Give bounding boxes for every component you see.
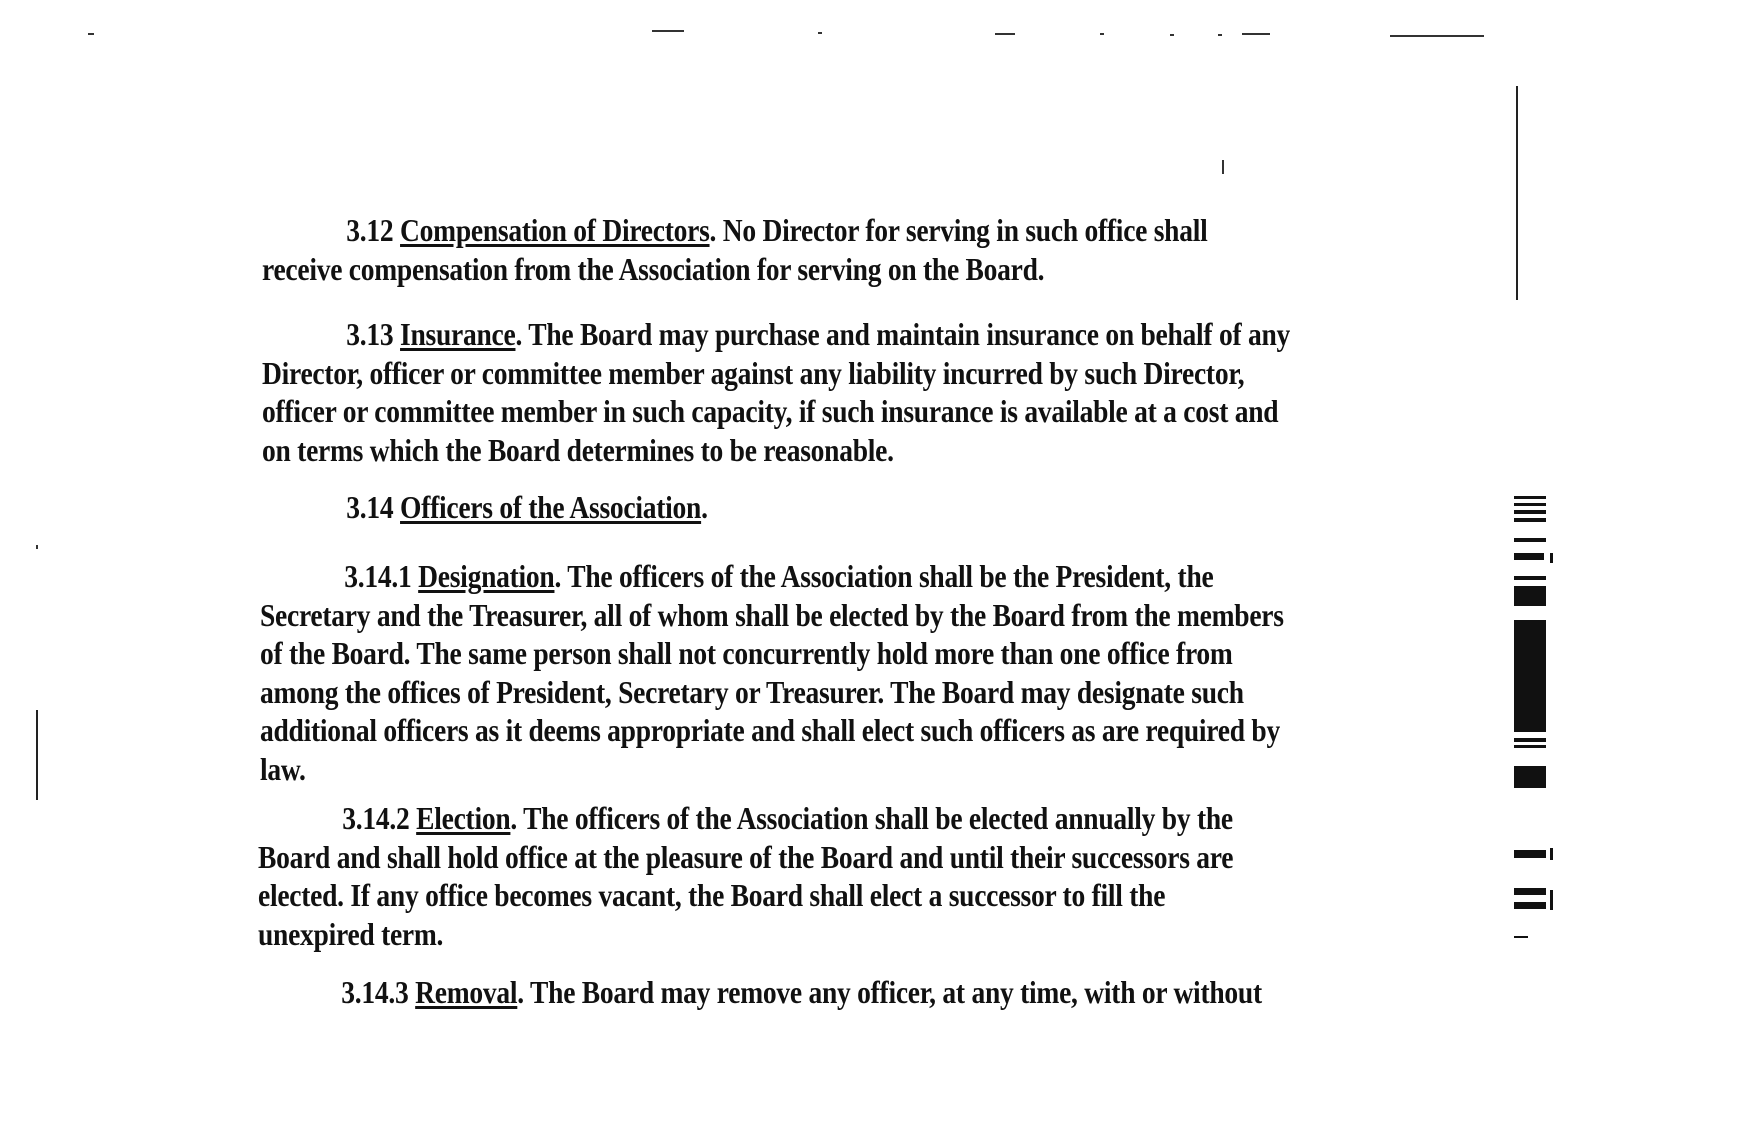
section-heading: Election: [416, 800, 511, 836]
scan-speck: [1100, 33, 1104, 35]
paragraph-first-line: [262, 211, 1208, 250]
section-number: 3.13: [346, 316, 394, 352]
paragraph-line: unexpired term.: [258, 915, 444, 952]
section-heading: Officers of the Association: [400, 489, 702, 525]
scan-speck: [1222, 160, 1224, 174]
scan-speck: [1170, 34, 1174, 36]
paragraph-text: .: [701, 489, 708, 525]
scan-edge-line: [36, 710, 38, 800]
paragraph-text: . The officers of the Association shall be the President, the: [554, 558, 1214, 594]
section-number: 3.14.2: [342, 800, 410, 836]
scan-margin-mark: [1514, 510, 1546, 514]
paragraph-text: . The officers of the Association shall be elected annually by the: [510, 800, 1233, 836]
section-number: 3.14.3: [341, 974, 409, 1010]
scan-speck: [1242, 33, 1270, 35]
section-number: 3.14.1: [344, 558, 412, 594]
scan-margin-mark: [1514, 936, 1528, 938]
scan-speck: [818, 32, 822, 34]
paragraph-first-line: [257, 973, 1262, 1012]
scan-margin-mark: [1514, 538, 1546, 542]
paragraph-line: Board and shall hold office at the pleasure of the Board and until their successors are: [258, 838, 1234, 875]
paragraph-text: . The Board may remove any officer, at any time, with or without: [517, 974, 1262, 1010]
scan-margin-mark: [1514, 620, 1546, 732]
scan-margin-mark: [1514, 553, 1544, 560]
section-3-13: [262, 315, 1290, 469]
scan-margin-mark: [1514, 496, 1546, 499]
scan-speck: [1218, 34, 1222, 36]
paragraph-line: law.: [260, 750, 306, 787]
paragraph-first-line: [262, 488, 708, 527]
scan-margin-mark: [1514, 888, 1546, 895]
scan-speck: [652, 30, 684, 32]
paragraph-line: Director, officer or committee member against any liability incurred by such Director,: [262, 354, 1245, 391]
section-heading: Removal: [415, 974, 518, 1010]
scan-margin-mark: [1514, 738, 1546, 742]
paragraph-first-line: [262, 315, 1290, 354]
scan-margin-mark: [1514, 576, 1546, 580]
paragraph-line: officer or committee member in such capacity, if such insurance is available at a cost and: [262, 393, 1279, 429]
section-3-14: [262, 488, 708, 527]
section-heading: Designation: [418, 558, 555, 594]
section-heading: Compensation of Directors: [400, 212, 710, 248]
scan-margin-mark: [1550, 890, 1553, 910]
scan-edge-line: [1516, 86, 1518, 300]
section-3-14-3: [257, 973, 1262, 1012]
section-3-14-2: [258, 799, 1233, 953]
paragraph-line: elected. If any office becomes vacant, the Board shall elect a successor to fill the: [258, 877, 1166, 913]
scan-margin-mark: [1514, 766, 1546, 788]
paragraph-text: . No Director for serving in such office shall: [709, 212, 1208, 248]
scan-margin-mark: [1514, 850, 1546, 858]
scan-speck: [36, 545, 38, 549]
scan-margin-mark: [1514, 503, 1546, 506]
paragraph-line: additional officers as it deems appropriate and shall elect such officers as are required by: [260, 712, 1280, 748]
paragraph-line: Secretary and the Treasurer, all of whom shall be elected by the Board from the members: [260, 596, 1284, 633]
scan-speck: [1390, 35, 1484, 37]
scan-margin-mark: [1550, 848, 1553, 860]
scan-margin-mark: [1514, 518, 1546, 522]
paragraph-text: . The Board may purchase and maintain insurance on behalf of any: [515, 316, 1291, 352]
scan-margin-mark: [1550, 553, 1553, 563]
scan-margin-mark: [1514, 902, 1546, 909]
paragraph-line: of the Board. The same person shall not concurrently hold more than one office from: [260, 635, 1233, 671]
paragraph-line: among the offices of President, Secretary or Treasurer. The Board may designate such: [260, 673, 1244, 710]
paragraph-first-line: [258, 799, 1233, 838]
scan-speck: [88, 33, 94, 35]
paragraph-line: receive compensation from the Association for serving on the Board.: [262, 250, 1045, 287]
paragraph-line: on terms which the Board determines to be reasonable.: [262, 431, 894, 468]
section-number: 3.14: [346, 489, 394, 525]
scan-margin-mark: [1514, 745, 1546, 748]
section-3-14-1: [260, 557, 1284, 788]
section-3-12: [262, 211, 1208, 288]
paragraph-first-line: [260, 557, 1284, 596]
section-number: 3.12: [346, 212, 394, 248]
section-heading: Insurance: [400, 316, 516, 352]
scan-speck: [995, 33, 1015, 35]
scan-margin-mark: [1514, 586, 1546, 606]
